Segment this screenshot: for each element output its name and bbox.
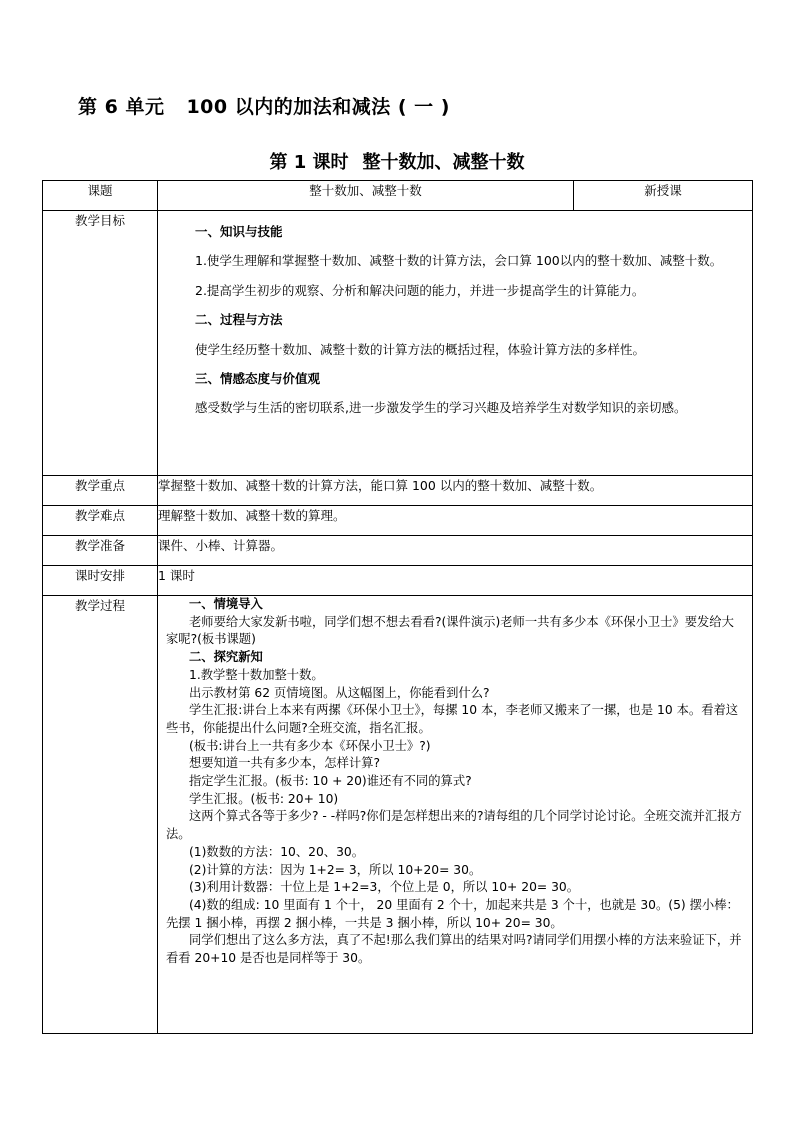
process-heading: 二、探究新知 bbox=[189, 650, 263, 665]
topic-value: 整十数加、减整十数 bbox=[158, 181, 574, 211]
preparation-text: 课件、小棒、计算器。 bbox=[158, 536, 753, 566]
lesson-plan-table bbox=[42, 180, 753, 1034]
topic-row bbox=[43, 181, 753, 211]
process-heading: 一、情境导入 bbox=[189, 597, 263, 611]
lesson-name: 整十数加、减整十数 bbox=[362, 152, 525, 173]
process-paragraph: 想要知道一共有多少本，怎样计算? bbox=[189, 756, 380, 771]
goals-cell bbox=[158, 211, 753, 476]
goal-heading: 一、知识与技能 bbox=[195, 224, 283, 239]
difficulty-row bbox=[43, 506, 753, 536]
lesson-type: 新授课 bbox=[574, 181, 753, 211]
unit-name: 100 以内的加法和减法 ( 一 ) bbox=[186, 96, 450, 118]
goal-heading: 三、情感态度与价值观 bbox=[195, 371, 321, 387]
unit-title bbox=[78, 92, 718, 119]
process-paragraph: 这两个算式各等于多少? - -样吗?你们是怎样想出来的?请每组的几个同学讨论讨论。全班交流并汇报方法。 bbox=[166, 809, 742, 842]
process-row bbox=[43, 596, 753, 1034]
process-paragraph: 1.教学整十数加整十数。 bbox=[189, 667, 324, 682]
goal-paragraph: 使学生经历整十数加、减整十数的计算方法的概括过程，体验计算方法的多样性。 bbox=[195, 341, 646, 357]
lesson-title bbox=[0, 148, 794, 174]
process-paragraph: (3)利用计数器：十位上是 1+2=3，个位上是 0，所以 10+ 20= 30。 bbox=[189, 880, 580, 895]
process-paragraph: (2)计算的方法：因为 1+2= 3，所以 10+20= 30。 bbox=[189, 862, 482, 877]
topic-label: 课题 bbox=[43, 181, 158, 211]
goal-paragraph: 1.使学生理解和掌握整十数加、减整十数的计算方法，会口算 100以内的整十数加、减整十数。 bbox=[195, 253, 723, 269]
process-paragraph: (板书:讲台上一共有多少本《环保小卫士》?) bbox=[189, 738, 431, 753]
goal-paragraph: 2.提高学生初步的观察、分析和解决问题的能力，并进一步提高学生的计算能力。 bbox=[195, 282, 645, 298]
goal-paragraph: 感受数学与生活的密切联系,进一步激发学生的学习兴趣及培养学生对数学知识的亲切感。 bbox=[195, 400, 687, 416]
goal-heading: 二、过程与方法 bbox=[195, 312, 283, 328]
preparation-row bbox=[43, 536, 753, 566]
schedule-text: 1 课时 bbox=[158, 566, 753, 596]
lesson-number: 第 1 课时 bbox=[269, 152, 349, 173]
difficulty-label: 教学难点 bbox=[43, 506, 158, 536]
process-paragraph: 同学们想出了这么多方法，真了不起!那么我们算出的结果对吗?请同学们用摆小棒的方法来验证下，并看看 20+10 是否也是同样等于 30。 bbox=[166, 933, 742, 966]
key-point-text: 掌握整十数加、减整十数的计算方法，能口算 100 以内的整十数加、减整十数。 bbox=[158, 476, 753, 506]
process-cell bbox=[158, 596, 753, 1034]
process-paragraph: 指定学生汇报。(板书: 10 + 20)谁还有不同的算式? bbox=[189, 774, 472, 789]
goals-row bbox=[43, 211, 753, 476]
difficulty-text: 理解整十数加、减整十数的算理。 bbox=[158, 506, 753, 536]
process-content bbox=[158, 596, 752, 970]
goals-label: 教学目标 bbox=[43, 211, 158, 476]
process-paragraph: 学生汇报:讲台上本来有两摞《环保小卫士》，每摞 10 本，李老师又搬来了一摞，也是 10 本。看着这些书，你能提出什么问题?全班交流，指名汇报。 bbox=[166, 703, 739, 735]
process-label: 教学过程 bbox=[43, 596, 158, 1034]
process-paragraph: 老师要给大家发新书啦，同学们想不想去看看?(课件演示)老师一共有多少本《环保小卫士》要发给大家呢?(板书课题) bbox=[166, 614, 734, 647]
schedule-row bbox=[43, 566, 753, 596]
process-paragraph: (1)数数的方法：10、20、30。 bbox=[189, 844, 365, 859]
goals-content bbox=[158, 211, 752, 427]
process-paragraph: 出示教材第 62 页情境图。从这幅图上，你能看到什么? bbox=[189, 685, 490, 700]
process-paragraph: 学生汇报。(板书: 20+ 10) bbox=[189, 791, 339, 806]
process-paragraph: (4)数的组成: 10 里面有 1 个十， 20 里面有 2 个十，加起来共是 3 个十，也就是 30。(5) 摆小棒：先摆 1 捆小棒，再摆 2 捆小棒，一共是 3 捆小棒，所以 10+ 20= 30。 bbox=[166, 897, 739, 930]
preparation-label: 教学准备 bbox=[43, 536, 158, 566]
unit-number: 第 6 单元 bbox=[78, 96, 165, 118]
key-point-row bbox=[43, 476, 753, 506]
schedule-label: 课时安排 bbox=[43, 566, 158, 596]
key-point-label: 教学重点 bbox=[43, 476, 158, 506]
